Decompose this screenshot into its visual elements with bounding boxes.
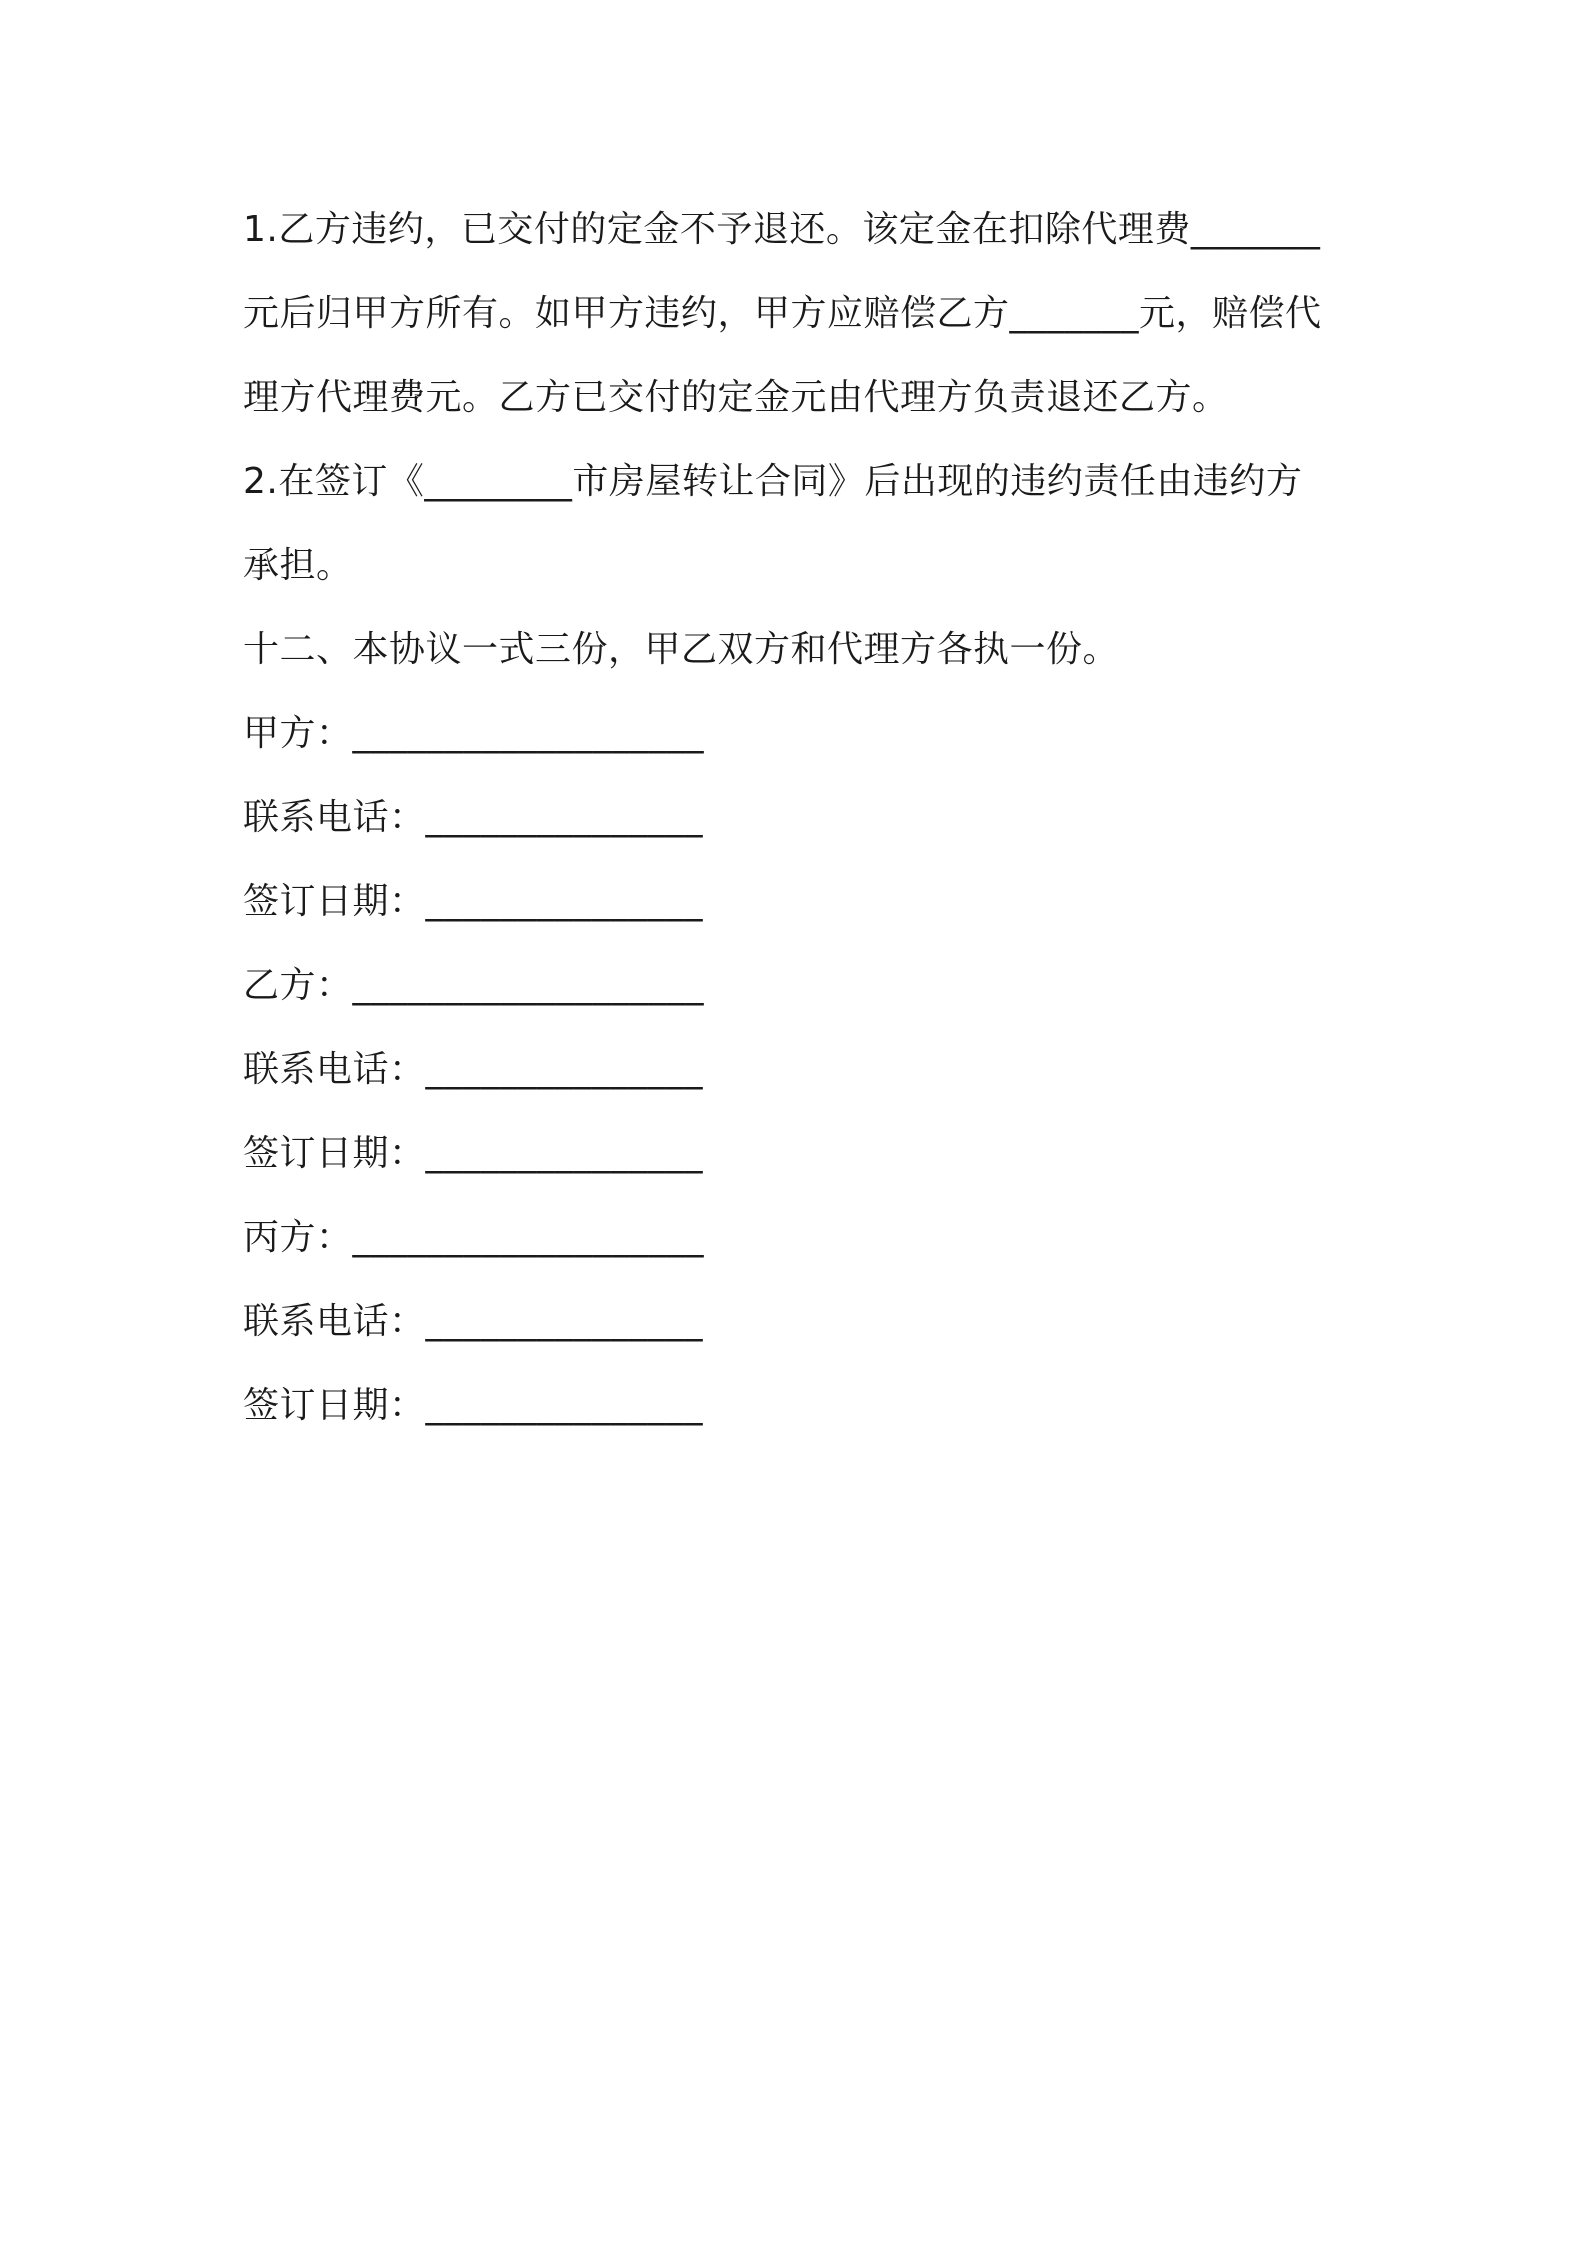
party-c-field: 丙方：___________________ (243, 1217, 705, 1258)
party-b-date-field: 签订日期：_______________ (243, 1133, 704, 1174)
clause-2 (243, 450, 1363, 618)
party-a-phone-field: 联系电话：_______________ (243, 797, 704, 838)
clause-12 (243, 618, 1363, 702)
party-a-date-field: 签订日期：_______________ (243, 881, 704, 922)
clause-1-line-2: 元后归甲方所有。如甲方违约，甲方应赔偿乙方_______元，赔偿代 (243, 293, 1322, 334)
clause-1-line-1: 1.乙方违约，已交付的定金不予退还。该定金在扣除代理费_______ (243, 209, 1321, 250)
clause-2-line-2: 承担。 (243, 545, 353, 586)
clause-2-line-1: 2.在签订《________市房屋转让合同》后出现的违约责任由违约方 (243, 461, 1303, 502)
party-b-field: 乙方：___________________ (243, 965, 705, 1006)
document-body (243, 198, 1363, 1458)
signature-block (243, 702, 1363, 1458)
party-c-date-field: 签订日期：_______________ (243, 1385, 704, 1426)
clause-1-line-3: 理方代理费元。乙方已交付的定金元由代理方负责退还乙方。 (243, 377, 1229, 418)
clause-12-line-1: 十二、本协议一式三份，甲乙双方和代理方各执一份。 (243, 629, 1120, 670)
clause-1 (243, 198, 1363, 450)
party-c-phone-field: 联系电话：_______________ (243, 1301, 704, 1342)
party-a-field: 甲方：___________________ (243, 713, 705, 754)
party-b-phone-field: 联系电话：_______________ (243, 1049, 704, 1090)
